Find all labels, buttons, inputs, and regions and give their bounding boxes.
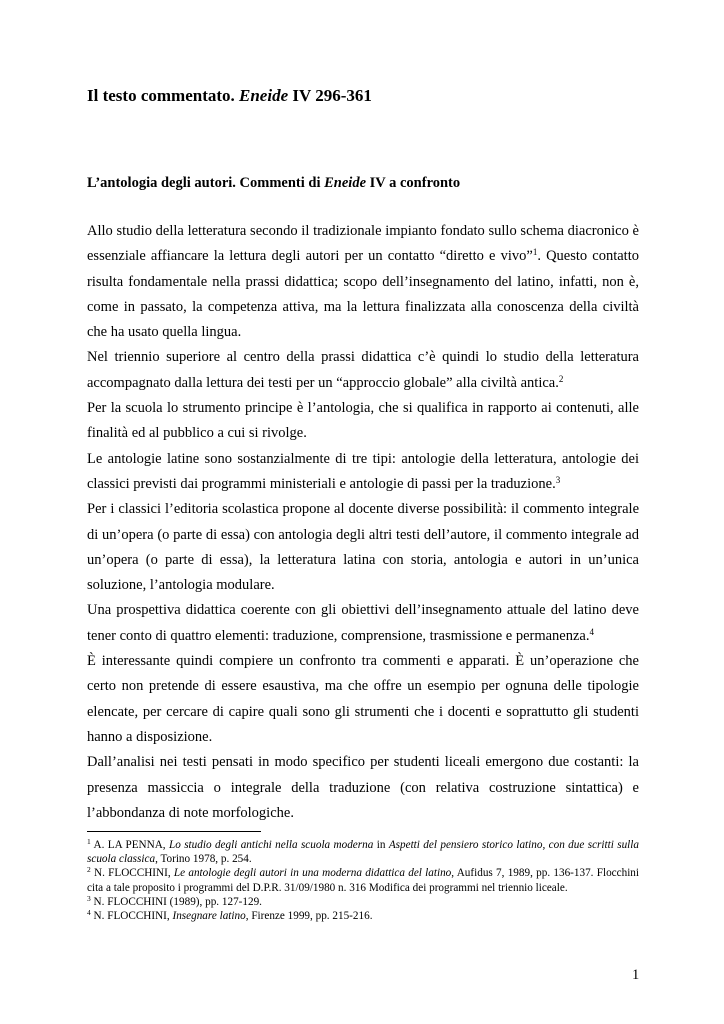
footnote-1-author: A. LA PENNA,	[90, 839, 169, 851]
paragraph-3: Per la scuola lo strumento principe è l’antologia, che si qualifica in rapporto ai contenuti, alle finalità ed al pubblico a cui si rivolge.	[87, 400, 639, 442]
footnote-2	[87, 866, 639, 894]
footnote-2-number: 2	[87, 865, 91, 875]
paragraph-7: È interessante quindi compiere un confronto tra commenti e apparati. È un’operazione che certo non pretende di essere esaustiva, ma che offre un esempio per ognuna delle tipologie elencate, per cercare di capire quali sono gli strumenti che i docenti e soprattutto gli studenti hanno a disposizione.	[87, 653, 639, 745]
footnote-1-number: 1	[87, 837, 91, 846]
footnote-separator	[87, 831, 261, 832]
section-heading-italic: Eneide	[324, 175, 367, 191]
footnote-1-book: Aspetti del pensiero storico latino, con due scritti sulla scuola classica	[87, 839, 639, 866]
footnote-3-text: N. FLOCCHINI (1989), pp. 127-129.	[90, 895, 262, 908]
footnote-4-author: N. FLOCCHINI,	[90, 910, 173, 923]
paragraph-1-text-end: . Questo contatto risulta fondamentale nella prassi didattica; scopo dell’insegnamento del latino, infatti, non è, come in passato, la competenza attiva, ma la lettura finalizzata alla conoscenza della civiltà che ha usato quella lingua.	[87, 248, 639, 341]
paragraph-6	[87, 598, 639, 649]
paragraph-2	[87, 345, 639, 396]
footnote-4	[87, 909, 639, 923]
page-title	[87, 86, 372, 106]
paragraph-5: Per i classici l’editoria scolastica propone al docente diverse possibilità: il commento integrale di un’opera (o parte di essa) con antologia degli altri testi dell’autore, il commento integrale ad un’opera (o parte di essa), la letteratura latina con storia, antologia e autori in un’unica soluzione, l’antologia modulare.	[87, 501, 639, 594]
footnote-ref-3[interactable]: 3	[555, 474, 561, 485]
footnote-ref-1[interactable]: 1	[532, 247, 538, 258]
section-heading-text: L’antologia degli autori. Commenti di	[87, 175, 325, 191]
section-heading-end: IV a confronto	[366, 175, 461, 191]
footnote-1-title: Lo studio degli antichi nella scuola moderna	[168, 839, 374, 851]
footnote-3	[87, 895, 639, 909]
footnote-2-title: Le antologie degli autori in una moderna didattica del latino	[173, 867, 452, 880]
paragraph-6-text: Una prospettiva didattica coerente con gli obiettivi dell’insegnamento attuale del latino deve tener conto di quattro elementi: traduzione, comprensione, trasmissione e permanenza.	[87, 602, 639, 644]
paragraph-1-text: Allo studio della letteratura secondo il tradizionale impianto fondato sullo schema diacronico è essenziale affiancare la lettura degli autori per un contatto “diretto e vivo”	[87, 223, 639, 265]
footnote-4-title: Insegnare latino	[172, 910, 246, 923]
footnote-1	[87, 838, 639, 866]
footnote-4-number: 4	[87, 908, 91, 918]
paragraph-4-text: Le antologie latine sono sostanzialmente di tre tipi: antologie della letteratura, antologie dei classici previsti dai programmi ministeriali e antologie di passi per la traduzione.	[87, 450, 639, 492]
footnotes	[87, 838, 639, 923]
paragraph-4	[87, 447, 639, 498]
footnote-2-publication: , Aufidus 7, 1989, pp. 136-137. Flocchini cita a tale proposito i programmi del D.P.R. 31/09/1980 n. 316 Modifica dei programmi nel triennio liceale.	[87, 867, 639, 894]
footnote-ref-2[interactable]: 2	[558, 373, 564, 384]
title-italic: Eneide	[239, 86, 289, 105]
title-text: Il testo commentato.	[87, 86, 240, 105]
paragraph-8: Dall’analisi nei testi pensati in modo specifico per studenti liceali emergono due costanti: la presenza massiccia o integrale della traduzione (con relativa costruzione sintattica) e l’abbondanza di note morfologiche.	[87, 754, 639, 821]
footnote-4-publication: , Firenze 1999, pp. 215-216.	[245, 910, 373, 923]
page-number: 1	[632, 967, 640, 983]
footnote-2-author: N. FLOCCHINI,	[90, 867, 174, 880]
footnote-ref-4[interactable]: 4	[589, 626, 594, 637]
footnote-1-publication: , Torino 1978, p. 254.	[155, 853, 252, 866]
title-range: IV 296-361	[288, 86, 372, 105]
footnote-3-number: 3	[87, 893, 91, 903]
paragraph-1	[87, 219, 639, 345]
footnote-1-in: in	[373, 839, 389, 851]
body-text	[87, 219, 639, 826]
paragraph-2-text: Nel triennio superiore al centro della prassi didattica c’è quindi lo studio della letteratura accompagnato dalla lettura dei testi per un “approccio globale” alla civiltà antica.	[87, 349, 639, 391]
section-heading	[87, 175, 460, 192]
